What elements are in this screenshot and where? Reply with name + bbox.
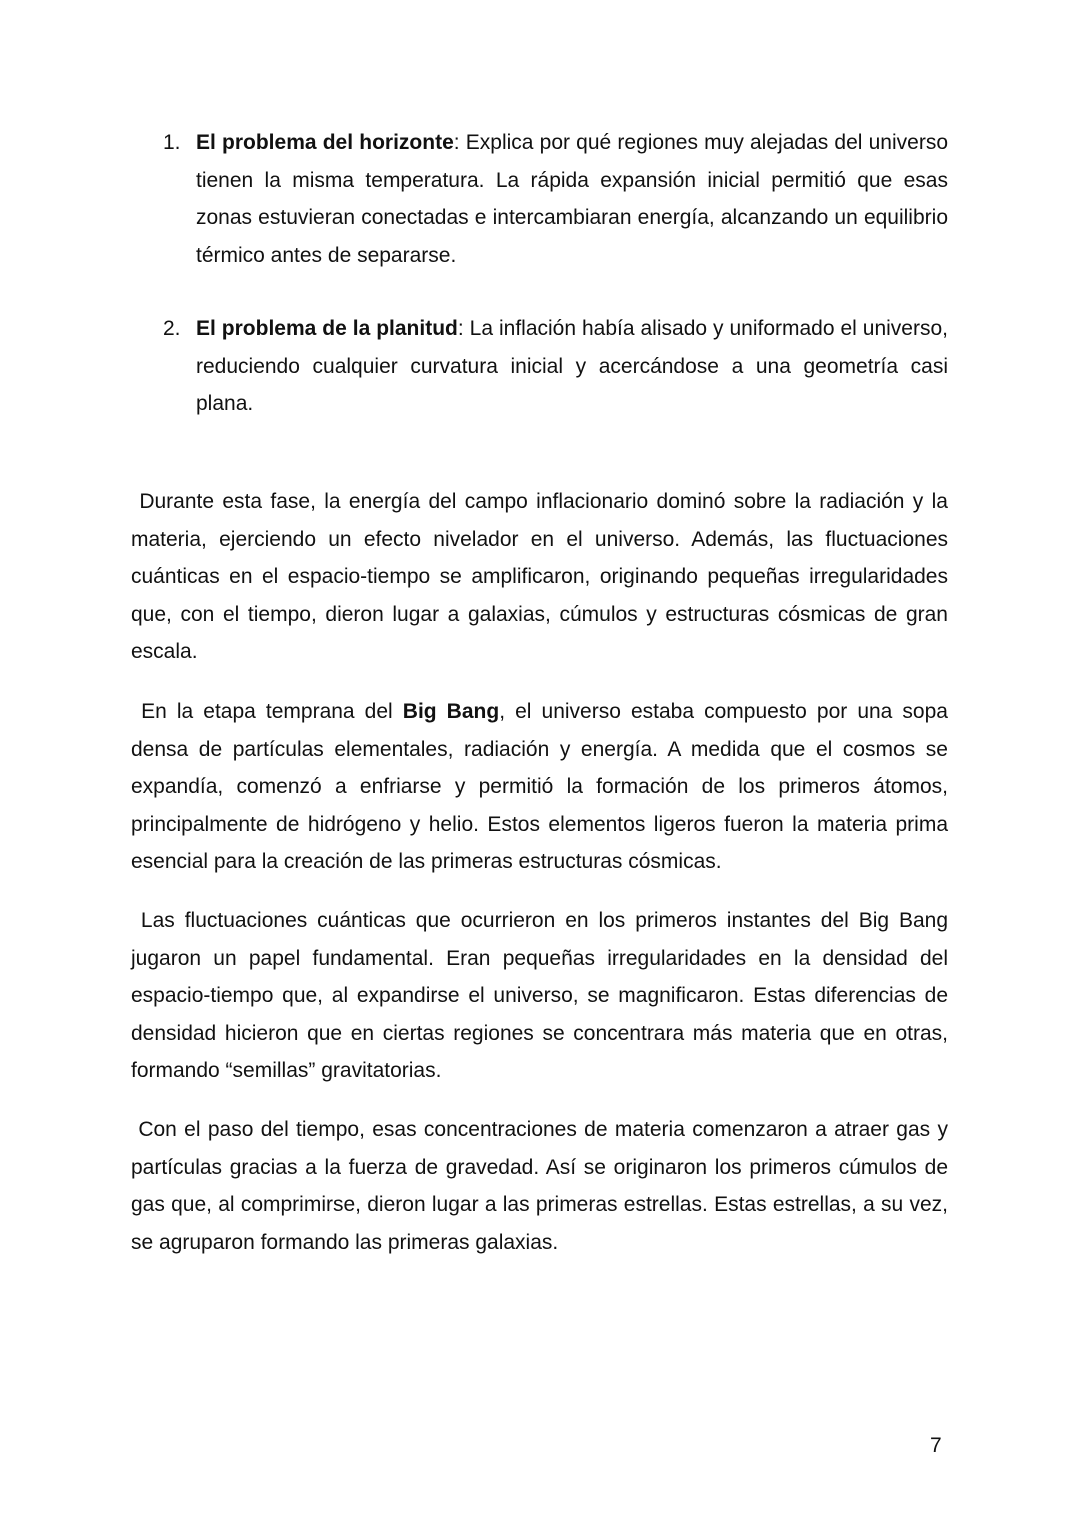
paragraph-first-galaxies: Con el paso del tiempo, esas concentraciones de materia comenzaron a atraer gas y partículas gracias a la fuerza de gravedad. Así se originaron los primeros cúmulos de gas que, al comprimirse, dieron lugar a las primeras estrellas. Estas estrellas, a su vez, se agruparon formando las primeras galaxias. [131,1118,954,1254]
list-item-horizon-problem [160,124,948,274]
list-text: : Explica por qué regiones muy alejadas del universo tienen la misma temperatura. La rápida expansión inicial permitió que esas zonas estuvieran conectadas e intercambiaran energía, alcanzando un equilibrio térmico antes de separarse. [196,131,948,267]
list-number: 1. [163,131,181,154]
list-term: El problema de la planitud [196,317,458,340]
paragraph-quantum-fluctuations: Las fluctuaciones cuánticas que ocurrieron en los primeros instantes del Big Bang jugaron un papel fundamental. Eran pequeñas irregularidades en la densidad del espacio-tiempo que, al expandirse el universo, se magnificaron. Estas diferencias de densidad hicieron que en ciertas regiones se concentrara más materia que en otras, formando “semillas” gravitatorias. [131,909,954,1082]
numbered-list [160,124,948,459]
paragraph-early-big-bang [131,693,954,881]
paragraph-text: En la etapa temprana del [131,700,403,723]
list-item-flatness-problem [160,310,948,423]
paragraph-text: , el universo estaba compuesto por una sopa densa de partículas elementales, radiación y energía. A medida que el cosmos se expandía, comenzó a enfriarse y permitió la formación de los primeros átomos, principalmente de hidrógeno y helio. Estos elementos ligeros fueron la materia prima esencial para la creación de las primeras estructuras cósmicas. [131,700,954,873]
page-number: 7 [930,1434,942,1457]
list-number: 2. [163,317,181,340]
list-term: El problema del horizonte [196,131,454,154]
paragraph-bold-term: Big Bang [402,700,500,723]
paragraph-inflation-phase: Durante esta fase, la energía del campo inflacionario dominó sobre la radiación y la materia, ejerciendo un efecto nivelador en el universo. Además, las fluctuaciones cuánticas en el espacio-tiempo se amplificaron, originando pequeñas irregularidades que, con el tiempo, dieron lugar a galaxias, cúmulos y estructuras cósmicas de gran escala. [131,490,954,663]
list-text: : La inflación había alisado y uniformado el universo, reduciendo cualquier curvatura inicial y acercándose a una geometría casi plana. [196,317,948,415]
